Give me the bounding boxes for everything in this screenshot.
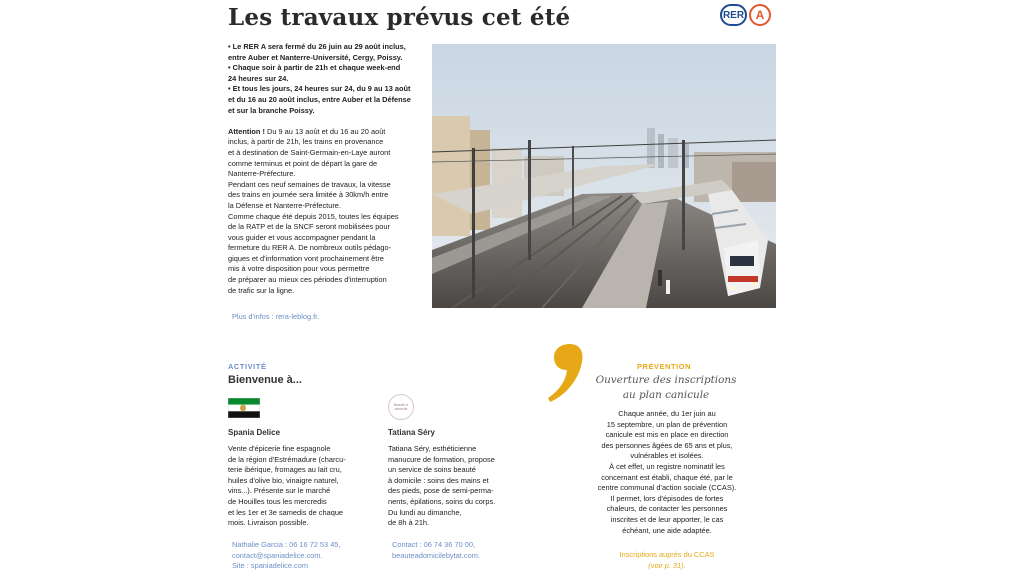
activite-label: ACTIVITÉ [228, 362, 267, 371]
text-line: Du lundi au dimanche, [388, 507, 462, 517]
bullet-line: entre Auber et Nanterre-Université, Cergy, Poissy. [228, 52, 403, 62]
article-bullets [228, 42, 424, 116]
text-line: inscrites et de leur apporter, le cas [610, 514, 724, 524]
text-line: de 8h à 21h. [388, 518, 430, 528]
attention-label: Attention ! [228, 126, 265, 136]
station-illustration [432, 44, 776, 308]
text-line: des personnes âgées de 65 ans et plus, [601, 440, 733, 450]
text-line: centre communal d'action sociale (CCAS). [597, 483, 737, 493]
text-line: huiles d'olive bio, vinaigre naturel, [228, 475, 339, 485]
article-attention [228, 127, 424, 297]
page-title: Les travaux prévus cet été [228, 4, 571, 31]
text-line: À cet effet, un registre nominatif les [609, 461, 725, 471]
contact-email[interactable]: contact@spaniadelice.com. [232, 550, 323, 560]
attention-line: des trains en journée sera limitée à 30km/h entre [228, 190, 389, 200]
text-line: Chaque année, du 1er juin au [618, 409, 716, 418]
attention-line: de préparer au mieux ces périodes d'interruption [228, 275, 387, 285]
text-line: concernant est établi, chaque été, par le [601, 472, 733, 482]
contact-phone[interactable]: Nathalie Garcia : 06 16 72 53 45, [232, 540, 341, 549]
attention-first: Du 9 au 13 août et du 16 au 20 août [264, 126, 386, 136]
business-description [228, 444, 346, 529]
text-line: manucure de formation, propose [388, 454, 495, 464]
link-line[interactable]: (voir p. 31). [648, 560, 686, 570]
business-name: Tatiana Séry [388, 428, 435, 437]
text-line: un service de soins beauté [388, 465, 476, 475]
attention-line: Pendant ces neuf semaines de travaux, la vitesse [228, 179, 391, 189]
contact-site[interactable]: beauteadomicilebytat.com. [392, 550, 480, 560]
magazine-page [196, 0, 808, 576]
attention-line: de la RATP et de la SNCF seront mobilisées pour [228, 222, 390, 232]
business-description [388, 444, 495, 529]
bullet-line: 24 heures sur 24. [228, 73, 289, 83]
text-line: terie ibérique, fromages au lait cru, [228, 465, 342, 475]
attention-line: giques et d'information vont prochainement être [228, 253, 384, 263]
text-line: de Houilles tous les mercredis [228, 496, 327, 506]
article-body [228, 42, 424, 307]
business-contact [392, 540, 480, 561]
extremadura-flag-icon [228, 398, 260, 418]
bullet-line: • Le RER A sera fermé du 26 juin au 29 août inclus, [228, 42, 406, 51]
attention-line: comme terminus et point de départ la gare de [228, 158, 378, 168]
rer-logo-badge: RER [720, 4, 747, 26]
bienvenue-heading: Bienvenue à... [228, 374, 302, 386]
text-line: des pieds, pose de semi-perma- [388, 486, 494, 496]
text-line: vins...). Présente sur le marché [228, 486, 331, 496]
text-line: chaleurs, de contacter les personnes [606, 504, 728, 514]
bullet-line: • Chaque soir à partir de 21h et chaque week-end [228, 63, 401, 73]
text-line: vulnérables et isolées. [630, 451, 704, 461]
line-a-badge: A [749, 4, 771, 26]
prevention-text [564, 409, 770, 536]
attention-line: fermeture du RER A. De nombreux outils pédago- [228, 243, 392, 253]
text-line: Vente d'épicerie fine espagnole [228, 444, 331, 453]
link-line[interactable]: Inscriptions auprès du CCAS [619, 550, 715, 559]
bullet-line: et du 16 au 20 août inclus, entre Auber et la Défense [228, 94, 411, 104]
contact-phone[interactable]: Contact : 06 74 36 70 00, [392, 540, 476, 549]
more-info-link[interactable]: Plus d'infos : rera-leblog.fr. [232, 312, 320, 321]
bullet-line: et sur la branche Poissy. [228, 105, 315, 115]
text-line: canicule est mis en place en direction [605, 430, 729, 440]
attention-line: et à destination de Saint-Germain-en-Laye auront [228, 147, 391, 157]
attention-line [228, 127, 424, 138]
title-line: Ouverture des inscriptions [595, 374, 737, 386]
attention-line: Nanterre-Préfecture. [228, 169, 296, 179]
attention-line: Comme chaque été depuis 2015, toutes les équipes [228, 211, 399, 221]
text-line: et les 1er et 3e samedis de chaque [228, 507, 344, 517]
bullet-line: • Et tous les jours, 24 heures sur 24, du 9 au 13 août [228, 84, 411, 94]
text-line: mois. Livraison possible. [228, 518, 309, 528]
attention-line: mis à votre disposition pour vous permettre [228, 264, 370, 274]
attention-line: la Défense et Nanterre-Préfecture. [228, 200, 341, 210]
prevention-title [576, 373, 756, 402]
attention-line: inclus, à partir de 21h, les trains en provenance [228, 137, 384, 147]
text-line: de la région d'Estrémadure (charcu- [228, 454, 346, 464]
attention-line: de trafic sur la ligne. [228, 285, 295, 295]
rer-a-logo [720, 4, 771, 26]
text-line: Il permet, lors d'épisodes de fortes [610, 493, 724, 503]
train-station-photo [432, 44, 776, 308]
text-line: à domicile : soins des mains et [388, 475, 489, 485]
text-line: 15 septembre, un plan de prévention [606, 419, 728, 429]
contact-site[interactable]: Site : spaniadelice.com [232, 561, 308, 571]
business-contact [232, 540, 340, 572]
beauty-logo: Beauté à domicile [388, 394, 414, 420]
title-line: au plan canicule [622, 388, 710, 401]
attention-line: vous guider et vous accompagner pendant la [228, 232, 376, 242]
text-line: Tatiana Séry, esthéticienne [388, 444, 477, 453]
business-name: Spania Delice [228, 428, 281, 437]
prevention-label: PRÉVENTION [637, 362, 692, 371]
text-line: échéant, une aide adaptée. [622, 525, 712, 535]
ccas-registration-link[interactable] [564, 550, 770, 571]
text-line: nents, épilations, soins du corps. [388, 496, 496, 506]
